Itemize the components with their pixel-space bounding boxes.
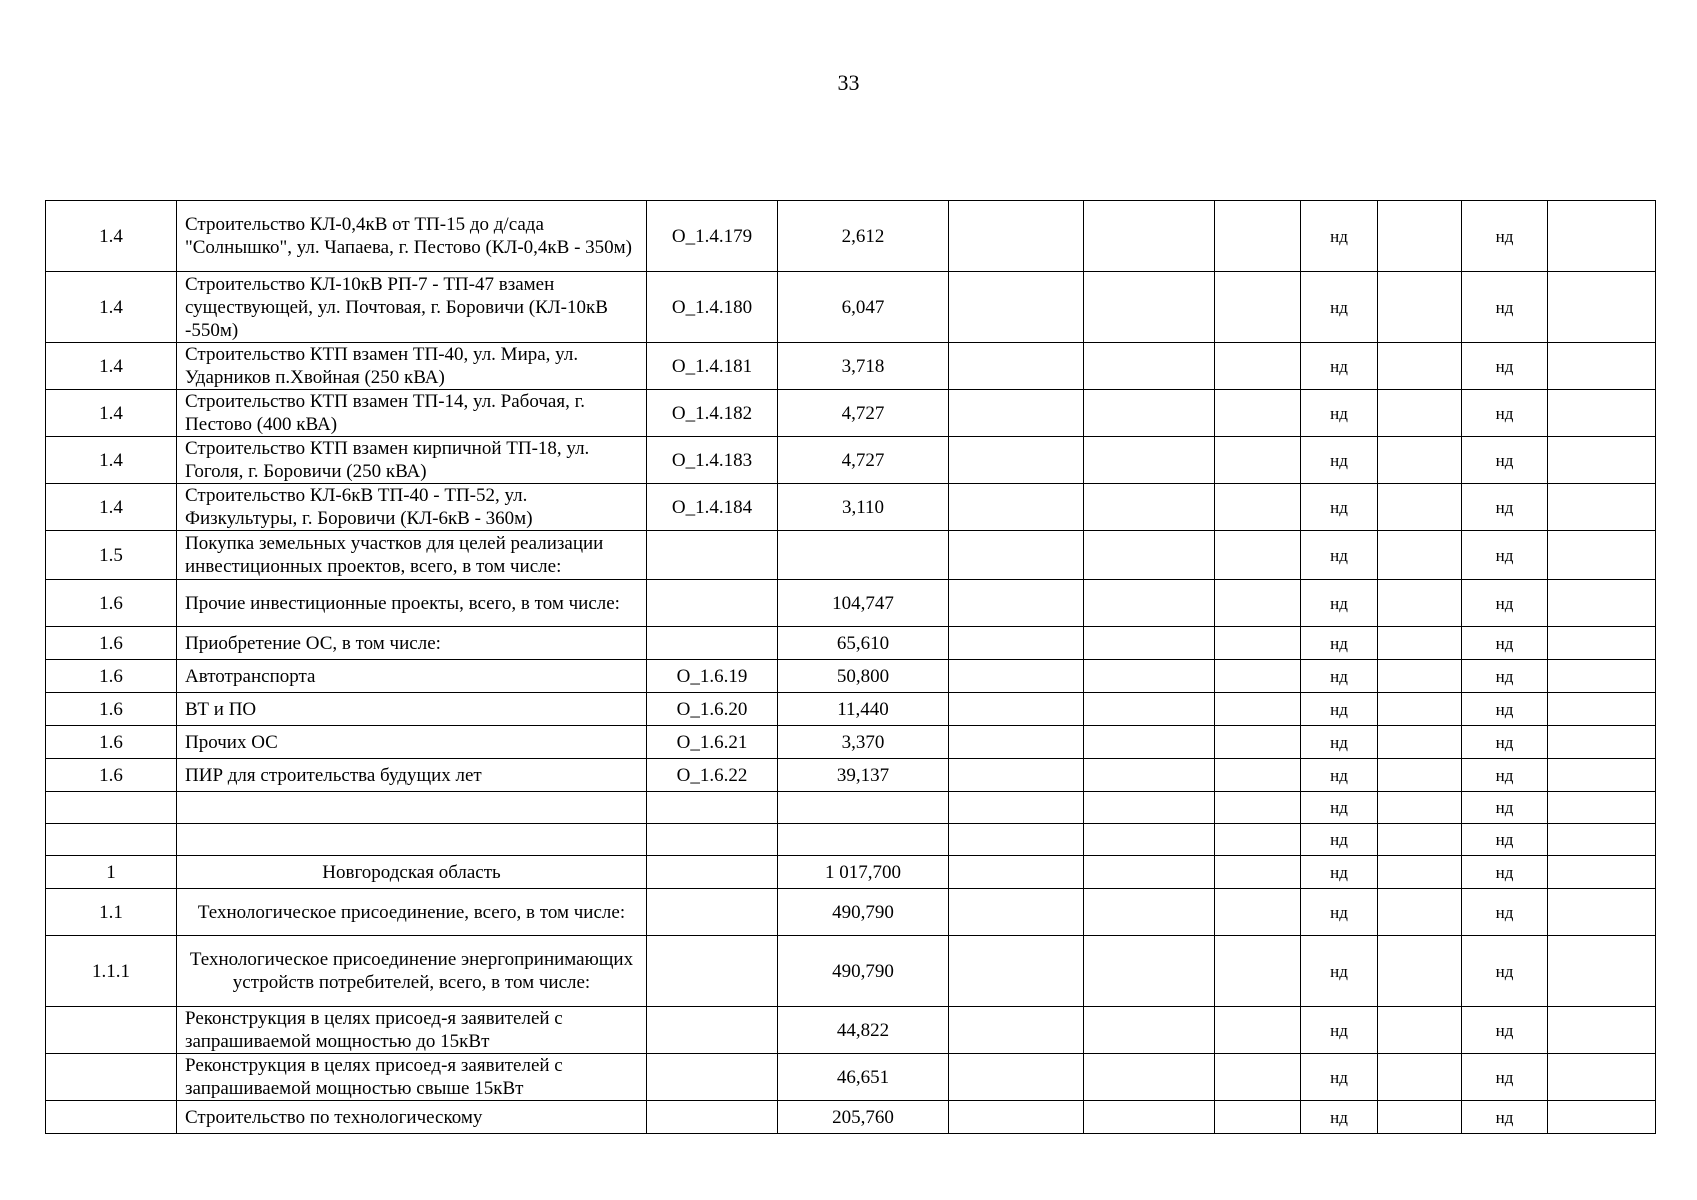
empty-cell bbox=[1378, 759, 1462, 792]
table-row bbox=[46, 792, 1656, 824]
empty-cell bbox=[1215, 660, 1301, 693]
row-nd-2: нд bbox=[1462, 856, 1548, 889]
row-name: Строительство КТП взамен ТП-14, ул. Рабочая, г. Пестово (400 кВА) bbox=[177, 390, 647, 437]
row-value bbox=[778, 792, 949, 824]
row-code: О_1.6.22 bbox=[647, 759, 778, 792]
table-row bbox=[46, 1101, 1656, 1134]
row-nd-2: нд bbox=[1462, 580, 1548, 627]
table-row bbox=[46, 531, 1656, 580]
table-row bbox=[46, 201, 1656, 272]
table-row bbox=[46, 936, 1656, 1007]
empty-cell bbox=[1548, 343, 1656, 390]
empty-cell bbox=[1215, 693, 1301, 726]
row-name: Новгородская область bbox=[177, 856, 647, 889]
empty-cell bbox=[1378, 343, 1462, 390]
empty-cell bbox=[949, 580, 1084, 627]
row-name: ВТ и ПО bbox=[177, 693, 647, 726]
row-value: 4,727 bbox=[778, 390, 949, 437]
empty-cell bbox=[1084, 660, 1215, 693]
empty-cell bbox=[949, 484, 1084, 531]
empty-cell bbox=[1215, 390, 1301, 437]
row-nd-2: нд bbox=[1462, 1101, 1548, 1134]
investment-table bbox=[45, 200, 1656, 1134]
empty-cell bbox=[1378, 1007, 1462, 1054]
row-nd-2: нд bbox=[1462, 484, 1548, 531]
empty-cell bbox=[1378, 693, 1462, 726]
empty-cell bbox=[1548, 792, 1656, 824]
row-nd-1: нд bbox=[1301, 627, 1378, 660]
row-name: Технологическое присоединение, всего, в том числе: bbox=[177, 889, 647, 936]
empty-cell bbox=[949, 201, 1084, 272]
empty-cell bbox=[1378, 437, 1462, 484]
empty-cell bbox=[1548, 1007, 1656, 1054]
row-value: 6,047 bbox=[778, 272, 949, 343]
row-number: 1 bbox=[46, 856, 177, 889]
row-code bbox=[647, 1054, 778, 1101]
empty-cell bbox=[1084, 272, 1215, 343]
row-nd-1: нд bbox=[1301, 792, 1378, 824]
empty-cell bbox=[1548, 1101, 1656, 1134]
row-number: 1.1.1 bbox=[46, 936, 177, 1007]
table-row bbox=[46, 824, 1656, 856]
empty-cell bbox=[1215, 272, 1301, 343]
table-body bbox=[46, 201, 1656, 1134]
empty-cell bbox=[1215, 437, 1301, 484]
row-number: 1.6 bbox=[46, 660, 177, 693]
row-nd-2: нд bbox=[1462, 889, 1548, 936]
empty-cell bbox=[1548, 856, 1656, 889]
row-name bbox=[177, 792, 647, 824]
row-name: Строительство КТП взамен ТП-40, ул. Мира, ул. Ударников п.Хвойная (250 кВА) bbox=[177, 343, 647, 390]
row-value: 205,760 bbox=[778, 1101, 949, 1134]
row-code bbox=[647, 1007, 778, 1054]
table-row bbox=[46, 343, 1656, 390]
row-name: Строительство КЛ-0,4кВ от ТП-15 до д/сада "Солнышко", ул. Чапаева, г. Пестово (КЛ-0,4кВ - 350м) bbox=[177, 201, 647, 272]
row-name: Автотранспорта bbox=[177, 660, 647, 693]
row-nd-2: нд bbox=[1462, 201, 1548, 272]
empty-cell bbox=[1548, 580, 1656, 627]
row-nd-1: нд bbox=[1301, 1054, 1378, 1101]
empty-cell bbox=[1378, 824, 1462, 856]
empty-cell bbox=[1215, 936, 1301, 1007]
row-name: Прочие инвестиционные проекты, всего, в том числе: bbox=[177, 580, 647, 627]
row-value: 50,800 bbox=[778, 660, 949, 693]
row-nd-1: нд bbox=[1301, 889, 1378, 936]
empty-cell bbox=[1215, 484, 1301, 531]
row-value: 4,727 bbox=[778, 437, 949, 484]
row-name: Технологическое присоединение энергопринимающих устройств потребителей, всего, в том числе: bbox=[177, 936, 647, 1007]
row-nd-1: нд bbox=[1301, 726, 1378, 759]
empty-cell bbox=[1084, 580, 1215, 627]
empty-cell bbox=[1084, 201, 1215, 272]
row-number bbox=[46, 1007, 177, 1054]
empty-cell bbox=[1378, 272, 1462, 343]
row-number bbox=[46, 1101, 177, 1134]
empty-cell bbox=[1548, 201, 1656, 272]
table-row bbox=[46, 889, 1656, 936]
empty-cell bbox=[949, 936, 1084, 1007]
row-nd-1: нд bbox=[1301, 824, 1378, 856]
empty-cell bbox=[1215, 531, 1301, 580]
row-number: 1.4 bbox=[46, 272, 177, 343]
empty-cell bbox=[949, 1054, 1084, 1101]
row-code: О_1.6.20 bbox=[647, 693, 778, 726]
row-name: Строительство КТП взамен кирпичной ТП-18, ул. Гоголя, г. Боровичи (250 кВА) bbox=[177, 437, 647, 484]
row-name: Строительство КЛ-6кВ ТП-40 - ТП-52, ул. Физкультуры, г. Боровичи (КЛ-6кВ - 360м) bbox=[177, 484, 647, 531]
row-code: О_1.6.21 bbox=[647, 726, 778, 759]
row-number: 1.4 bbox=[46, 201, 177, 272]
empty-cell bbox=[1084, 792, 1215, 824]
row-name: Реконструкция в целях присоед-я заявителей с запрашиваемой мощностью до 15кВт bbox=[177, 1007, 647, 1054]
empty-cell bbox=[949, 889, 1084, 936]
row-nd-2: нд bbox=[1462, 936, 1548, 1007]
row-code: О_1.6.19 bbox=[647, 660, 778, 693]
empty-cell bbox=[1548, 824, 1656, 856]
row-number bbox=[46, 824, 177, 856]
row-code: О_1.4.180 bbox=[647, 272, 778, 343]
row-value: 3,718 bbox=[778, 343, 949, 390]
empty-cell bbox=[1215, 824, 1301, 856]
row-nd-2: нд bbox=[1462, 343, 1548, 390]
row-value bbox=[778, 824, 949, 856]
row-nd-1: нд bbox=[1301, 1101, 1378, 1134]
row-number: 1.1 bbox=[46, 889, 177, 936]
empty-cell bbox=[1084, 343, 1215, 390]
row-number: 1.6 bbox=[46, 759, 177, 792]
empty-cell bbox=[1378, 889, 1462, 936]
table-row bbox=[46, 437, 1656, 484]
table-row bbox=[46, 390, 1656, 437]
row-nd-2: нд bbox=[1462, 792, 1548, 824]
table-row bbox=[46, 856, 1656, 889]
empty-cell bbox=[1548, 437, 1656, 484]
row-name bbox=[177, 824, 647, 856]
empty-cell bbox=[1084, 484, 1215, 531]
row-nd-1: нд bbox=[1301, 390, 1378, 437]
row-value: 44,822 bbox=[778, 1007, 949, 1054]
row-code bbox=[647, 889, 778, 936]
empty-cell bbox=[1084, 856, 1215, 889]
row-number: 1.5 bbox=[46, 531, 177, 580]
empty-cell bbox=[949, 1101, 1084, 1134]
row-value: 3,110 bbox=[778, 484, 949, 531]
empty-cell bbox=[949, 759, 1084, 792]
empty-cell bbox=[1548, 936, 1656, 1007]
empty-cell bbox=[1215, 580, 1301, 627]
empty-cell bbox=[1215, 792, 1301, 824]
empty-cell bbox=[1215, 856, 1301, 889]
row-value: 104,747 bbox=[778, 580, 949, 627]
row-name: Строительство по технологическому bbox=[177, 1101, 647, 1134]
row-number: 1.4 bbox=[46, 484, 177, 531]
row-code bbox=[647, 936, 778, 1007]
row-code bbox=[647, 580, 778, 627]
table-row bbox=[46, 272, 1656, 343]
empty-cell bbox=[1378, 726, 1462, 759]
empty-cell bbox=[1378, 660, 1462, 693]
row-code bbox=[647, 627, 778, 660]
empty-cell bbox=[1215, 201, 1301, 272]
empty-cell bbox=[949, 792, 1084, 824]
row-code: О_1.4.179 bbox=[647, 201, 778, 272]
row-nd-1: нд bbox=[1301, 437, 1378, 484]
row-value: 46,651 bbox=[778, 1054, 949, 1101]
row-value: 490,790 bbox=[778, 936, 949, 1007]
empty-cell bbox=[949, 726, 1084, 759]
empty-cell bbox=[949, 1007, 1084, 1054]
row-value: 11,440 bbox=[778, 693, 949, 726]
empty-cell bbox=[949, 627, 1084, 660]
row-nd-1: нд bbox=[1301, 856, 1378, 889]
row-value: 65,610 bbox=[778, 627, 949, 660]
empty-cell bbox=[1548, 660, 1656, 693]
row-number: 1.6 bbox=[46, 580, 177, 627]
empty-cell bbox=[1215, 1007, 1301, 1054]
empty-cell bbox=[1548, 759, 1656, 792]
empty-cell bbox=[1215, 726, 1301, 759]
empty-cell bbox=[1548, 390, 1656, 437]
row-nd-1: нд bbox=[1301, 343, 1378, 390]
page-number: 33 bbox=[837, 70, 860, 95]
empty-cell bbox=[1084, 627, 1215, 660]
empty-cell bbox=[949, 660, 1084, 693]
row-nd-2: нд bbox=[1462, 1054, 1548, 1101]
empty-cell bbox=[949, 437, 1084, 484]
empty-cell bbox=[1084, 1101, 1215, 1134]
empty-cell bbox=[1378, 856, 1462, 889]
empty-cell bbox=[1378, 792, 1462, 824]
row-number bbox=[46, 792, 177, 824]
row-nd-1: нд bbox=[1301, 484, 1378, 531]
row-nd-2: нд bbox=[1462, 660, 1548, 693]
row-nd-1: нд bbox=[1301, 660, 1378, 693]
empty-cell bbox=[1084, 726, 1215, 759]
empty-cell bbox=[949, 856, 1084, 889]
empty-cell bbox=[1084, 759, 1215, 792]
empty-cell bbox=[1378, 936, 1462, 1007]
empty-cell bbox=[1215, 627, 1301, 660]
row-nd-1: нд bbox=[1301, 759, 1378, 792]
empty-cell bbox=[1215, 1101, 1301, 1134]
row-nd-1: нд bbox=[1301, 272, 1378, 343]
empty-cell bbox=[1548, 627, 1656, 660]
row-nd-2: нд bbox=[1462, 531, 1548, 580]
table-row bbox=[46, 693, 1656, 726]
empty-cell bbox=[1548, 272, 1656, 343]
row-value: 2,612 bbox=[778, 201, 949, 272]
row-code bbox=[647, 531, 778, 580]
table-row bbox=[46, 660, 1656, 693]
empty-cell bbox=[1084, 531, 1215, 580]
row-number: 1.6 bbox=[46, 627, 177, 660]
table-row bbox=[46, 580, 1656, 627]
row-nd-2: нд bbox=[1462, 1007, 1548, 1054]
row-value: 39,137 bbox=[778, 759, 949, 792]
table-row bbox=[46, 759, 1656, 792]
row-code bbox=[647, 856, 778, 889]
row-name: Строительство КЛ-10кВ РП-7 - ТП-47 взамен существующей, ул. Почтовая, г. Боровичи (КЛ-10кВ -550м) bbox=[177, 272, 647, 343]
empty-cell bbox=[1215, 1054, 1301, 1101]
empty-cell bbox=[1084, 693, 1215, 726]
row-nd-1: нд bbox=[1301, 1007, 1378, 1054]
row-nd-2: нд bbox=[1462, 390, 1548, 437]
table-row bbox=[46, 484, 1656, 531]
empty-cell bbox=[1084, 936, 1215, 1007]
empty-cell bbox=[949, 343, 1084, 390]
row-code: О_1.4.184 bbox=[647, 484, 778, 531]
table-row bbox=[46, 726, 1656, 759]
row-nd-1: нд bbox=[1301, 201, 1378, 272]
empty-cell bbox=[1084, 437, 1215, 484]
empty-cell bbox=[1548, 889, 1656, 936]
empty-cell bbox=[1378, 390, 1462, 437]
empty-cell bbox=[1378, 201, 1462, 272]
row-number: 1.4 bbox=[46, 343, 177, 390]
row-nd-2: нд bbox=[1462, 726, 1548, 759]
table-row bbox=[46, 1054, 1656, 1101]
empty-cell bbox=[949, 693, 1084, 726]
row-value bbox=[778, 531, 949, 580]
empty-cell bbox=[1084, 1054, 1215, 1101]
row-name: Приобретение ОС, в том числе: bbox=[177, 627, 647, 660]
row-code: О_1.4.182 bbox=[647, 390, 778, 437]
empty-cell bbox=[1548, 726, 1656, 759]
row-value: 490,790 bbox=[778, 889, 949, 936]
row-code: О_1.4.181 bbox=[647, 343, 778, 390]
empty-cell bbox=[1378, 484, 1462, 531]
row-nd-2: нд bbox=[1462, 759, 1548, 792]
row-code bbox=[647, 792, 778, 824]
empty-cell bbox=[1378, 627, 1462, 660]
row-number: 1.4 bbox=[46, 390, 177, 437]
empty-cell bbox=[1084, 1007, 1215, 1054]
row-nd-1: нд bbox=[1301, 936, 1378, 1007]
row-name: Реконструкция в целях присоед-я заявителей с запрашиваемой мощностью свыше 15кВт bbox=[177, 1054, 647, 1101]
row-value: 1 017,700 bbox=[778, 856, 949, 889]
empty-cell bbox=[949, 272, 1084, 343]
empty-cell bbox=[1548, 693, 1656, 726]
row-name: ПИР для строительства будущих лет bbox=[177, 759, 647, 792]
empty-cell bbox=[1215, 343, 1301, 390]
row-number bbox=[46, 1054, 177, 1101]
row-nd-2: нд bbox=[1462, 272, 1548, 343]
row-value: 3,370 bbox=[778, 726, 949, 759]
empty-cell bbox=[1548, 1054, 1656, 1101]
empty-cell bbox=[1548, 531, 1656, 580]
empty-cell bbox=[1378, 1054, 1462, 1101]
row-nd-2: нд bbox=[1462, 693, 1548, 726]
empty-cell bbox=[949, 390, 1084, 437]
empty-cell bbox=[1084, 390, 1215, 437]
row-nd-2: нд bbox=[1462, 627, 1548, 660]
empty-cell bbox=[1084, 824, 1215, 856]
row-name: Покупка земельных участков для целей реализации инвестиционных проектов, всего, в том числе: bbox=[177, 531, 647, 580]
empty-cell bbox=[1378, 1101, 1462, 1134]
empty-cell bbox=[1215, 889, 1301, 936]
empty-cell bbox=[949, 531, 1084, 580]
row-nd-1: нд bbox=[1301, 693, 1378, 726]
empty-cell bbox=[1084, 889, 1215, 936]
row-number: 1.6 bbox=[46, 693, 177, 726]
table-row bbox=[46, 1007, 1656, 1054]
empty-cell bbox=[1548, 484, 1656, 531]
empty-cell bbox=[1378, 580, 1462, 627]
row-nd-1: нд bbox=[1301, 531, 1378, 580]
row-number: 1.6 bbox=[46, 726, 177, 759]
row-nd-2: нд bbox=[1462, 824, 1548, 856]
empty-cell bbox=[1215, 759, 1301, 792]
empty-cell bbox=[1378, 531, 1462, 580]
empty-cell bbox=[949, 824, 1084, 856]
row-number: 1.4 bbox=[46, 437, 177, 484]
row-code bbox=[647, 1101, 778, 1134]
row-name: Прочих ОС bbox=[177, 726, 647, 759]
row-nd-1: нд bbox=[1301, 580, 1378, 627]
row-code: О_1.4.183 bbox=[647, 437, 778, 484]
row-code bbox=[647, 824, 778, 856]
row-nd-2: нд bbox=[1462, 437, 1548, 484]
table-row bbox=[46, 627, 1656, 660]
